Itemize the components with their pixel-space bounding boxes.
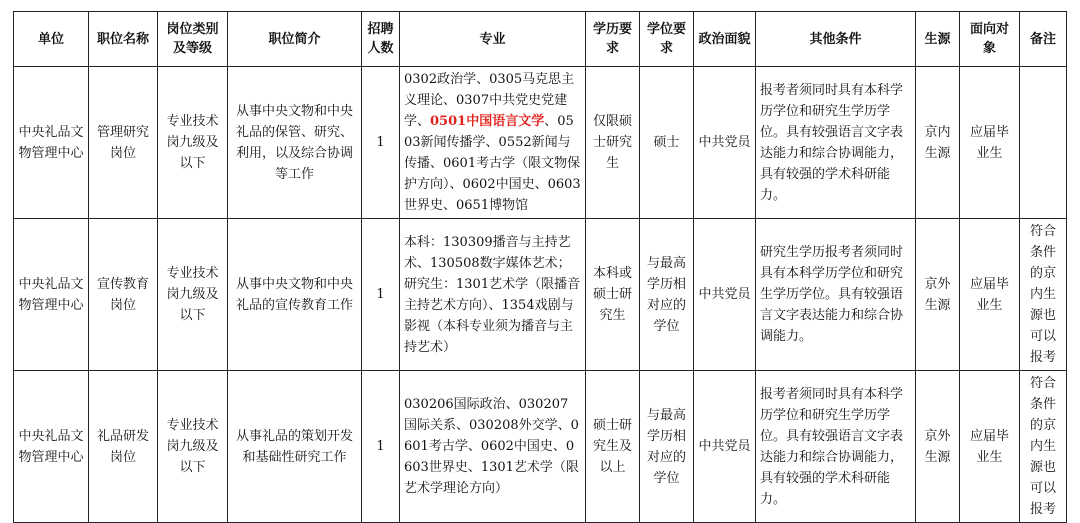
cell-target: 应届毕业生 bbox=[960, 371, 1020, 523]
cell-category: 专业技术岗九级及以下 bbox=[158, 219, 228, 371]
header-politics: 政治面貌 bbox=[694, 12, 756, 67]
cell-remarks: 符合条件的京内生源也可以报考 bbox=[1020, 371, 1067, 523]
major-text-post: 、0503新闻传播学、0552新闻与传播、0601考古学（限文物保护方向）、0602中国史、0603世界史、0651博物馆 bbox=[404, 114, 581, 213]
cell-education: 仅限硕士研究生 bbox=[586, 67, 640, 219]
cell-position: 礼品研发岗位 bbox=[89, 371, 158, 523]
recruitment-table-container bbox=[13, 11, 1067, 523]
cell-major: 本科：130309播音与主持艺术、130508数字媒体艺术；研究生：1301艺术学（限播音主持艺术方向）、1354戏剧与影视（本科专业须为播音与主持艺术） bbox=[400, 219, 586, 371]
table-row bbox=[14, 67, 1067, 219]
cell-origin: 京外生源 bbox=[916, 371, 960, 523]
header-remarks: 备注 bbox=[1020, 12, 1067, 67]
header-category: 岗位类别及等级 bbox=[158, 12, 228, 67]
cell-education: 本科或硕士研究生 bbox=[586, 219, 640, 371]
header-conditions: 其他条件 bbox=[756, 12, 916, 67]
table-row bbox=[14, 219, 1067, 371]
cell-origin: 京内生源 bbox=[916, 67, 960, 219]
cell-position: 管理研究岗位 bbox=[89, 67, 158, 219]
cell-education: 硕士研究生及以上 bbox=[586, 371, 640, 523]
header-count: 招聘人数 bbox=[362, 12, 400, 67]
header-education: 学历要求 bbox=[586, 12, 640, 67]
cell-unit: 中央礼品文物管理中心 bbox=[14, 219, 89, 371]
cell-unit: 中央礼品文物管理中心 bbox=[14, 67, 89, 219]
header-degree: 学位要求 bbox=[640, 12, 694, 67]
cell-degree: 与最高学历相对应的学位 bbox=[640, 219, 694, 371]
header-position: 职位名称 bbox=[89, 12, 158, 67]
header-major: 专业 bbox=[400, 12, 586, 67]
cell-target: 应届毕业生 bbox=[960, 219, 1020, 371]
cell-category: 专业技术岗九级及以下 bbox=[158, 67, 228, 219]
header-origin: 生源 bbox=[916, 12, 960, 67]
cell-summary: 从事中央文物和中央礼品的保管、研究、利用，以及综合协调等工作 bbox=[228, 67, 362, 219]
cell-conditions: 报考者须同时具有本科学历学位和研究生学历学位。具有较强语言文字表达能力和综合协调能力，具有较强的学术科研能力。 bbox=[756, 67, 916, 219]
cell-major: 030206国际政治、030207国际关系、030208外交学、0601考古学、0602中国史、0603世界史、1301艺术学（限艺术学理论方向） bbox=[400, 371, 586, 523]
header-unit: 单位 bbox=[14, 12, 89, 67]
cell-degree: 与最高学历相对应的学位 bbox=[640, 371, 694, 523]
cell-origin: 京外生源 bbox=[916, 219, 960, 371]
cell-remarks bbox=[1020, 67, 1067, 219]
major-highlight: 0501中国语言文学 bbox=[430, 114, 545, 129]
major-text-pre: 0302政治学、0305马克思主义理论、0307中共党史党建学、 bbox=[404, 72, 575, 129]
cell-summary: 从事中央文物和中央礼品的宣传教育工作 bbox=[228, 219, 362, 371]
header-row bbox=[14, 12, 1067, 67]
cell-summary: 从事礼品的策划开发和基础性研究工作 bbox=[228, 371, 362, 523]
cell-unit: 中央礼品文物管理中心 bbox=[14, 371, 89, 523]
cell-conditions: 报考者须同时具有本科学历学位和研究生学历学位。具有较强语言文字表达能力和综合协调能力，具有较强的学术科研能力。 bbox=[756, 371, 916, 523]
recruitment-table bbox=[13, 11, 1067, 523]
cell-count: 1 bbox=[362, 219, 400, 371]
cell-target: 应届毕业生 bbox=[960, 67, 1020, 219]
cell-major bbox=[400, 67, 586, 219]
cell-politics: 中共党员 bbox=[694, 371, 756, 523]
cell-category: 专业技术岗九级及以下 bbox=[158, 371, 228, 523]
cell-degree: 硕士 bbox=[640, 67, 694, 219]
cell-politics: 中共党员 bbox=[694, 67, 756, 219]
cell-conditions: 研究生学历报考者须同时具有本科学历学位和研究生学历学位。具有较强语言文字表达能力和综合协调能力。 bbox=[756, 219, 916, 371]
header-target: 面向对象 bbox=[960, 12, 1020, 67]
cell-politics: 中共党员 bbox=[694, 219, 756, 371]
cell-remarks: 符合条件的京内生源也可以报考 bbox=[1020, 219, 1067, 371]
cell-count: 1 bbox=[362, 371, 400, 523]
header-summary: 职位简介 bbox=[228, 12, 362, 67]
table-row bbox=[14, 371, 1067, 523]
cell-count: 1 bbox=[362, 67, 400, 219]
cell-position: 宣传教育岗位 bbox=[89, 219, 158, 371]
